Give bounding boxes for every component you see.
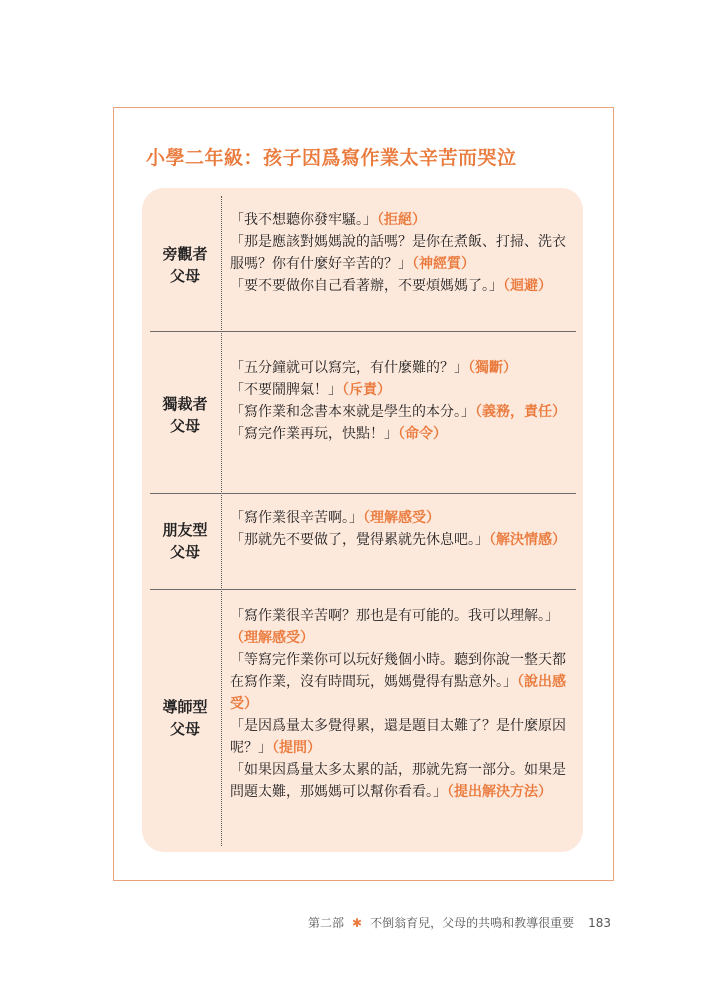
role-label: 父母 (169, 543, 200, 561)
quote-line (230, 357, 572, 379)
quote-line (230, 649, 572, 715)
quote-tag: （理解感受） (230, 630, 314, 646)
role-label: 朋友型 (162, 521, 208, 539)
quote-text: 「那是應該對媽媽說的話嗎？是你在煮飯、打掃、洗衣服嗎？你有什麼好辛苦的？」 (230, 234, 566, 272)
quote-tag: （獨斷） (468, 360, 517, 376)
quote-text: 「不要鬧脾氣！」 (230, 382, 342, 398)
row-separator (150, 589, 576, 590)
footer-chapter: 不倒翁育兒，父母的共鳴和教導很重要 (370, 916, 575, 930)
quote-text: 「要不要做你自己看著辦，不要煩媽媽了。」 (230, 278, 503, 294)
footer-section: 第二部 (308, 916, 345, 930)
quote-line (230, 275, 572, 297)
quote-tag: （提問） (272, 740, 321, 756)
quote-text: 「寫作業很辛苦啊。」 (230, 510, 363, 526)
page-footer (0, 914, 611, 931)
quote-text: 「寫完作業再玩，快點！」 (230, 426, 398, 442)
quote-line (230, 423, 572, 445)
quote-tag: （解決情感） (489, 532, 566, 548)
quote-line (230, 715, 572, 759)
quote-text: 「是因爲量太多覺得累，還是題目太難了？是什麼原因呢？」 (230, 718, 566, 756)
quote-line (230, 605, 572, 649)
role-label: 導師型 (162, 698, 208, 716)
role-label: 父母 (169, 267, 200, 285)
row-separator (150, 331, 576, 332)
section-title: 小學二年級：孩子因爲寫作業太辛苦而哭泣 (146, 147, 517, 169)
row-separator (150, 493, 576, 494)
asterisk-icon: ✱ (352, 916, 363, 930)
role-label: 獨裁者 (162, 395, 208, 413)
quote-line (230, 529, 572, 551)
quote-tag: （迴避） (503, 278, 552, 294)
quote-line (230, 507, 572, 529)
row-content-friend (230, 507, 572, 551)
column-divider (221, 196, 222, 846)
quote-line (230, 401, 572, 423)
quote-line (230, 379, 572, 401)
quote-tag: （命令） (398, 426, 447, 442)
row-content-bystander (230, 209, 572, 297)
quote-text: 「那就先不要做了，覺得累就先休息吧。」 (230, 532, 489, 548)
quote-text: 「寫作業很辛苦啊？那也是有可能的。我可以理解。」 (230, 608, 559, 624)
quote-tag: （說出感受） (230, 674, 566, 712)
row-content-dictator (230, 357, 572, 445)
page-number: 183 (588, 916, 611, 930)
quote-line (230, 759, 572, 803)
role-dictator (150, 393, 220, 437)
role-label: 父母 (169, 417, 200, 435)
quote-tag: （神經質） (412, 256, 475, 272)
quote-text: 「五分鐘就可以寫完，有什麼難的？」 (230, 360, 468, 376)
quote-line (230, 209, 572, 231)
quote-line (230, 231, 572, 275)
quote-tag: （斥責） (342, 382, 391, 398)
role-bystander (150, 243, 220, 287)
row-content-mentor (230, 605, 572, 803)
role-label: 父母 (169, 720, 200, 738)
quote-tag: （理解感受） (363, 510, 440, 526)
quote-text: 「如果因爲量太多太累的話，那就先寫一部分。如果是問題太難，那媽媽可以幫你看看。」 (230, 762, 566, 800)
quote-text: 「寫作業和念書本來就是學生的本分。」 (230, 404, 475, 420)
role-mentor (150, 696, 220, 740)
quote-tag: （義務，責任） (475, 404, 566, 420)
quote-text: 「等寫完作業你可以玩好幾個小時。聽到你說一整天都在寫作業，沒有時間玩，媽媽覺得有點意外。」 (230, 652, 566, 690)
quote-tag: （拒絕） (377, 212, 426, 228)
quote-tag: （提出解決方法） (447, 784, 552, 800)
quote-text: 「我不想聽你發牢騷。」 (230, 212, 377, 228)
role-friend (150, 519, 220, 563)
role-label: 旁觀者 (162, 245, 208, 263)
